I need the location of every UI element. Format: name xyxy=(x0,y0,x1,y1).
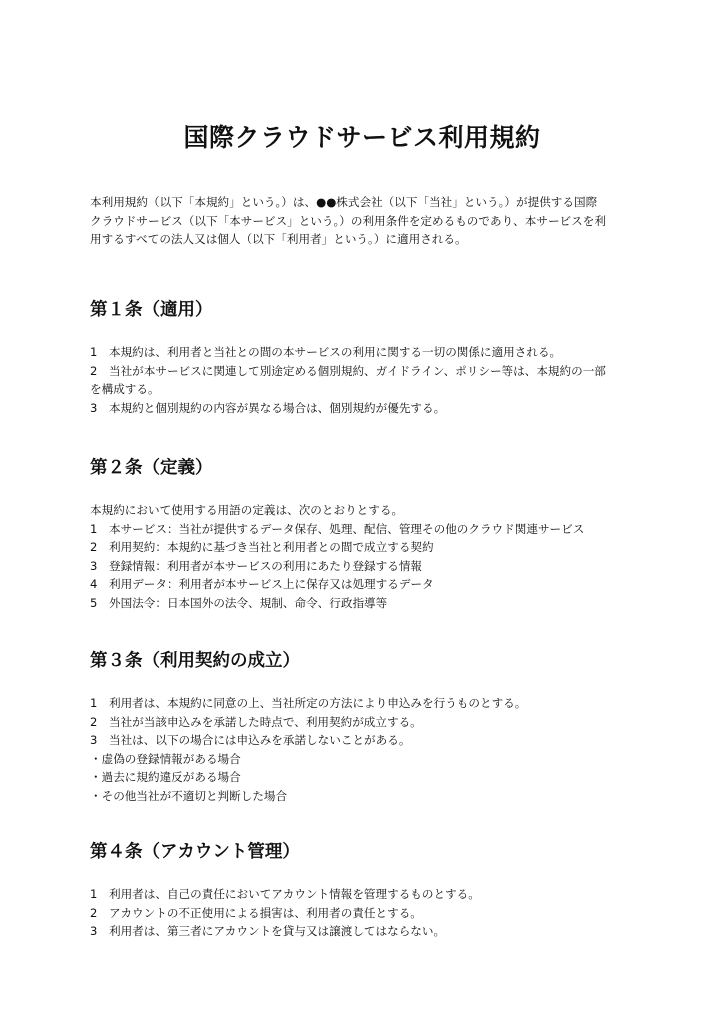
bullet-line: ・過去に規約違反がある場合 xyxy=(90,770,241,784)
article-heading: 第４条（アカウント管理） xyxy=(90,842,300,862)
clause-line: 2 利用契約：本規約に基づき当社と利用者との間で成立する契約 xyxy=(90,540,434,554)
article-1 xyxy=(90,298,650,417)
clause-line: 3 利用者は、第三者にアカウントを貸与又は譲渡してはならない。 xyxy=(90,924,446,938)
article-body xyxy=(90,343,650,417)
article-heading: 第３条（利用契約の成立） xyxy=(90,651,300,671)
article-2 xyxy=(90,456,650,612)
intro-paragraph xyxy=(90,193,638,249)
intro-line: 用するすべての法人又は個人（以下「利用者」という。）に適用される。 xyxy=(90,232,467,246)
article-body xyxy=(90,694,650,805)
clause-line: 本規約において使用する用語の定義は、次のとおりとする。 xyxy=(90,503,404,517)
clause-line: 1 本サービス：当社が提供するデータ保存、処理、配信、管理その他のクラウド関連サービス xyxy=(90,521,585,536)
clause-line: 1 利用者は、本規約に同意の上、当社所定の方法により申込みを行うものとする。 xyxy=(90,696,527,710)
document-title: 国際クラウドサービス利用規約 xyxy=(183,123,541,152)
article-4 xyxy=(90,840,650,941)
article-heading: 第１条（適用） xyxy=(90,300,213,320)
clause-line: を構成する。 xyxy=(90,382,160,396)
intro-line: 本利用規約（以下「本規約」という。）は、●●株式会社（以下「当社」という。）が提供する国際 xyxy=(90,195,598,209)
clause-line: 2 当社が当該申込みを承諾した時点で、利用契約が成立する。 xyxy=(90,714,422,729)
clause-line: 3 登録情報：利用者が本サービスの利用にあたり登録する情報 xyxy=(90,558,423,573)
article-heading: 第２条（定義） xyxy=(90,458,213,478)
clause-line: 3 当社は、以下の場合には申込みを承諾しないことがある。 xyxy=(90,733,411,747)
bullet-line: ・その他当社が不適切と判断した場合 xyxy=(90,788,288,803)
article-body xyxy=(90,885,650,941)
article-body xyxy=(90,501,650,612)
bullet-line: ・虚偽の登録情報がある場合 xyxy=(90,751,241,766)
intro-line: クラウドサービス（以下「本サービス」という。）の利用条件を定めるものであり、本サービスを利 xyxy=(90,213,606,228)
clause-line: 1 本規約は、利用者と当社との間の本サービスの利用に関する一切の関係に適用される。 xyxy=(90,345,562,359)
article-3 xyxy=(90,649,650,805)
clause-line: 1 利用者は、自己の責任においてアカウント情報を管理するものとする。 xyxy=(90,887,480,901)
clause-line: 2 当社が本サービスに関連して別途定める個別規約、ガイドライン、ポリシー等は、本規約の一部 xyxy=(90,363,606,378)
clause-line: 4 利用データ：利用者が本サービス上に保存又は処理するデータ xyxy=(90,577,434,591)
clause-line: 2 アカウントの不正使用による損害は、利用者の責任とする。 xyxy=(90,905,422,920)
clause-line: 3 本規約と個別規約の内容が異なる場合は、個別規約が優先する。 xyxy=(90,400,446,415)
clause-line: 5 外国法令：日本国外の法令、規制、命令、行政指導等 xyxy=(90,595,388,610)
